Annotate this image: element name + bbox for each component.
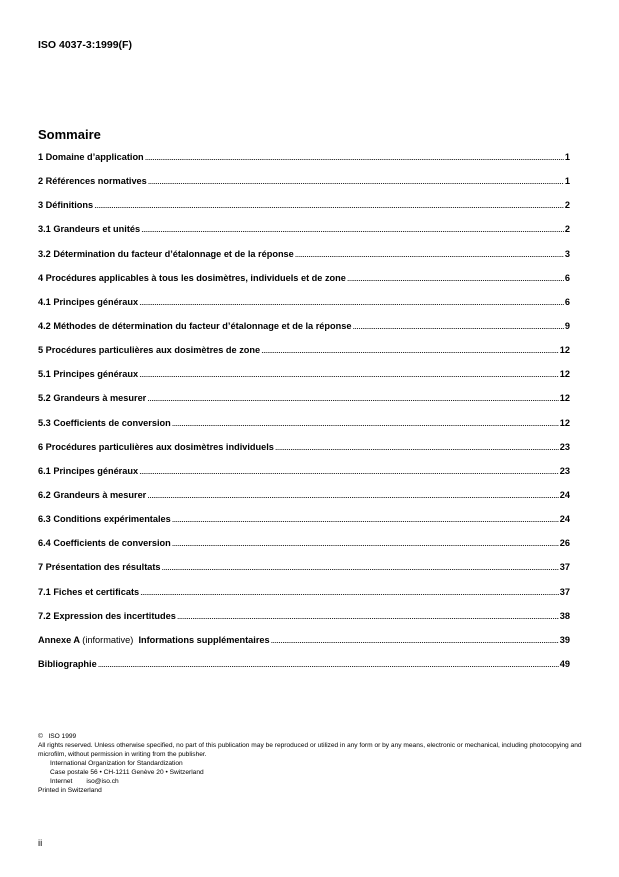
toc-entry-page: 6 xyxy=(564,272,570,283)
toc-entry-page: 23 xyxy=(559,441,570,452)
dot-leader xyxy=(295,249,564,259)
dot-leader xyxy=(139,369,559,379)
dot-leader xyxy=(98,659,559,669)
dot-leader xyxy=(177,611,559,621)
toc-entry-page: 24 xyxy=(559,489,570,500)
page-number: ii xyxy=(38,838,43,849)
toc-entry-page: 2 xyxy=(564,224,570,235)
organization-name: International Organization for Standardization xyxy=(50,760,183,767)
toc-entry-label: 6.2 Grandeurs à mesurer xyxy=(38,489,147,500)
toc-entry[interactable] xyxy=(38,393,570,417)
dot-leader xyxy=(94,200,564,210)
toc-entry[interactable] xyxy=(38,369,570,393)
toc-entry-label: 6.4 Coefficients de conversion xyxy=(38,538,171,549)
toc-entry[interactable] xyxy=(38,345,570,369)
toc-entry-page: 38 xyxy=(559,610,570,621)
toc-entry[interactable] xyxy=(38,321,570,345)
table-of-contents xyxy=(38,152,570,683)
toc-entry-page: 39 xyxy=(559,634,570,645)
toc-entry-label: 5.2 Grandeurs à mesurer xyxy=(38,393,147,404)
annex-title: Informations supplémentaires xyxy=(138,634,270,645)
toc-entry-label: 6.3 Conditions expérimentales xyxy=(38,514,171,525)
dot-leader xyxy=(261,345,559,355)
toc-entry-page: 3 xyxy=(564,248,570,259)
toc-entry-page: 26 xyxy=(559,538,570,549)
toc-entry[interactable] xyxy=(38,611,570,635)
toc-entry-page: 9 xyxy=(564,320,570,331)
toc-entry-page: 1 xyxy=(564,152,570,162)
toc-entry-label: 7.2 Expression des incertitudes xyxy=(38,610,176,621)
toc-title: Sommaire xyxy=(38,127,101,142)
internet-email[interactable]: iso@iso.ch xyxy=(86,778,119,785)
toc-entry-bibliography[interactable] xyxy=(38,659,570,683)
toc-entry[interactable] xyxy=(38,297,570,321)
toc-entry-label: 1 Domaine d’application xyxy=(38,152,144,162)
dot-leader xyxy=(347,273,564,283)
toc-entry[interactable] xyxy=(38,273,570,297)
toc-entry[interactable] xyxy=(38,176,570,200)
toc-entry-page: 12 xyxy=(559,345,570,356)
copyright-symbol: © xyxy=(38,733,43,740)
toc-entry-page: 23 xyxy=(559,465,570,476)
toc-entry-page: 37 xyxy=(559,586,570,597)
toc-entry-label: 4.2 Méthodes de détermination du facteur d’étalonnage et de la réponse xyxy=(38,320,352,331)
toc-entry-label: 2 Références normatives xyxy=(38,176,147,187)
dot-leader xyxy=(141,224,564,234)
copyright-year: ISO 1999 xyxy=(48,733,77,740)
toc-entry[interactable] xyxy=(38,442,570,466)
dot-leader xyxy=(147,393,559,403)
toc-entry[interactable] xyxy=(38,587,570,611)
toc-entry[interactable] xyxy=(38,538,570,562)
toc-entry-annex[interactable] xyxy=(38,635,570,659)
toc-entry-page: 12 xyxy=(559,393,570,404)
toc-entry-label: 3.1 Grandeurs et unités xyxy=(38,224,141,235)
toc-entry[interactable] xyxy=(38,466,570,490)
toc-entry-label: Bibliographie xyxy=(38,658,97,669)
dot-leader xyxy=(139,466,559,476)
toc-entry[interactable] xyxy=(38,152,570,176)
toc-entry-label: 7 Présentation des résultats xyxy=(38,562,161,573)
toc-entry-label: 4 Procédures applicables à tous les dosimètres, individuels et de zone xyxy=(38,272,346,283)
toc-entry-page: 24 xyxy=(559,514,570,525)
toc-entry[interactable] xyxy=(38,490,570,514)
toc-entry-page: 12 xyxy=(559,417,570,428)
printed-in: Printed in Switzerland xyxy=(38,787,102,794)
dot-leader xyxy=(271,635,559,645)
toc-entry-label: 4.1 Principes généraux xyxy=(38,296,139,307)
dot-leader xyxy=(139,297,564,307)
toc-entry-label: 7.1 Fiches et certificats xyxy=(38,586,140,597)
toc-entry[interactable] xyxy=(38,514,570,538)
toc-entry-label xyxy=(38,635,270,645)
toc-entry[interactable] xyxy=(38,418,570,442)
dot-leader xyxy=(172,538,559,548)
internet-label: Internet xyxy=(50,778,73,785)
copyright-notice xyxy=(38,732,583,795)
toc-entry-page: 6 xyxy=(564,296,570,307)
internet-line xyxy=(38,777,583,786)
toc-entry-label: 5.3 Coefficients de conversion xyxy=(38,417,171,428)
dot-leader xyxy=(147,490,559,500)
copyright-year-line xyxy=(38,732,583,741)
dot-leader xyxy=(275,442,559,452)
toc-entry-page: 2 xyxy=(564,200,570,211)
toc-entry[interactable] xyxy=(38,200,570,224)
dot-leader xyxy=(162,562,559,572)
toc-entry[interactable] xyxy=(38,249,570,273)
toc-entry-page: 12 xyxy=(559,369,570,380)
annex-prefix: Annexe A xyxy=(38,634,80,645)
postal-address: Case postale 56 • CH-1211 Genève 20 • Switzerland xyxy=(50,769,204,776)
dot-leader xyxy=(172,514,559,524)
document-id: ISO 4037-3:1999(F) xyxy=(38,39,132,51)
toc-entry-label: 6 Procédures particulières aux dosimètres individuels xyxy=(38,441,274,452)
toc-entry-page: 49 xyxy=(559,658,570,669)
toc-entry-label: 5.1 Principes généraux xyxy=(38,369,139,380)
dot-leader xyxy=(148,176,564,186)
annex-qualifier: (informative) xyxy=(82,634,134,645)
rights-statement: All rights reserved. Unless otherwise specified, no part of this publication may be reproduced or utilized in any form or by any means, electronic or mechanical, including photocopying and microfilm, without permission in writing from the publisher. xyxy=(38,742,582,758)
toc-entry[interactable] xyxy=(38,224,570,248)
toc-entry-label: 3 Définitions xyxy=(38,200,94,211)
toc-entry-label: 6.1 Principes généraux xyxy=(38,465,139,476)
toc-entry-page: 1 xyxy=(564,176,570,187)
toc-entry[interactable] xyxy=(38,562,570,586)
dot-leader xyxy=(352,321,563,331)
toc-entry-page: 37 xyxy=(559,562,570,573)
dot-leader xyxy=(140,587,559,597)
toc-entry-label: 5 Procédures particulières aux dosimètres de zone xyxy=(38,345,261,356)
dot-leader xyxy=(172,418,559,428)
dot-leader xyxy=(145,152,564,162)
toc-entry-label: 3.2 Détermination du facteur d’étalonnage et de la réponse xyxy=(38,248,294,259)
